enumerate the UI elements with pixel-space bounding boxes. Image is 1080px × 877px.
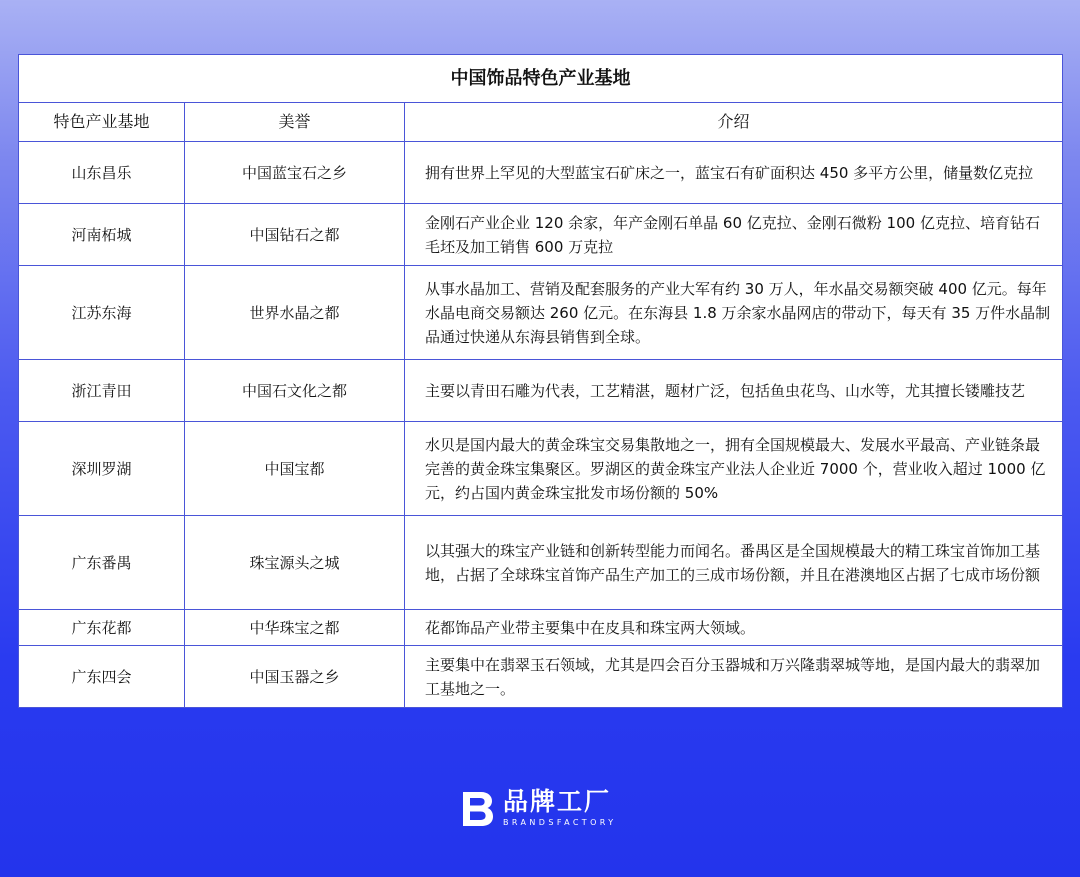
brand-subtitle: BRANDSFACTORY bbox=[503, 818, 617, 827]
cell-base: 深圳罗湖 bbox=[19, 422, 185, 516]
brand-logo bbox=[461, 787, 621, 830]
industry-base-table-container bbox=[18, 54, 1062, 708]
cell-intro: 金刚石产业企业 120 余家，年产金刚石单晶 60 亿克拉、金刚石微粉 100 亿克拉、培育钻石毛坯及加工销售 600 万克拉 bbox=[405, 204, 1063, 266]
table-row bbox=[19, 646, 1063, 708]
cell-base: 河南柘城 bbox=[19, 204, 185, 266]
column-header-intro: 介绍 bbox=[405, 103, 1063, 142]
cell-intro: 从事水晶加工、营销及配套服务的产业大军有约 30 万人，年水晶交易额突破 400 亿元。每年水晶电商交易额达 260 亿元。在东海县 1.8 万余家水晶网店的带动下，每天有 35 万件水晶制品通过快递从东海县销售到全球。 bbox=[405, 266, 1063, 360]
table-row bbox=[19, 610, 1063, 646]
industry-base-table bbox=[18, 54, 1063, 708]
cell-honor: 中国蓝宝石之乡 bbox=[185, 142, 405, 204]
cell-intro: 水贝是国内最大的黄金珠宝交易集散地之一，拥有全国规模最大、发展水平最高、产业链条最完善的黄金珠宝集聚区。罗湖区的黄金珠宝产业法人企业近 7000 个，营业收入超过 1000 亿元，约占国内黄金珠宝批发市场份额的 50% bbox=[405, 422, 1063, 516]
column-header-honor: 美誉 bbox=[185, 103, 405, 142]
table-title: 中国饰品特色产业基地 bbox=[19, 55, 1063, 103]
cell-intro: 以其强大的珠宝产业链和创新转型能力而闻名。番禺区是全国规模最大的精工珠宝首饰加工基地，占据了全球珠宝首饰产品生产加工的三成市场份额，并且在港澳地区占据了七成市场份额 bbox=[405, 516, 1063, 610]
table-title-row bbox=[19, 55, 1063, 103]
cell-base: 广东花都 bbox=[19, 610, 185, 646]
cell-honor: 中华珠宝之都 bbox=[185, 610, 405, 646]
cell-honor: 中国玉器之乡 bbox=[185, 646, 405, 708]
brand-name: 品牌工厂 bbox=[503, 787, 612, 816]
cell-base: 广东番禺 bbox=[19, 516, 185, 610]
cell-intro: 拥有世界上罕见的大型蓝宝石矿床之一，蓝宝石有矿面积达 450 多平方公里，储量数亿克拉 bbox=[405, 142, 1063, 204]
b-letter-logo-icon bbox=[461, 790, 495, 828]
table-row bbox=[19, 516, 1063, 610]
table-row bbox=[19, 360, 1063, 422]
cell-honor: 中国石文化之都 bbox=[185, 360, 405, 422]
cell-base: 浙江青田 bbox=[19, 360, 185, 422]
cell-base: 山东昌乐 bbox=[19, 142, 185, 204]
cell-honor: 世界水晶之都 bbox=[185, 266, 405, 360]
table-row bbox=[19, 422, 1063, 516]
cell-base: 广东四会 bbox=[19, 646, 185, 708]
table-header-row bbox=[19, 103, 1063, 142]
table-row bbox=[19, 142, 1063, 204]
cell-honor: 珠宝源头之城 bbox=[185, 516, 405, 610]
column-header-base: 特色产业基地 bbox=[19, 103, 185, 142]
cell-base: 江苏东海 bbox=[19, 266, 185, 360]
cell-intro: 主要集中在翡翠玉石领域，尤其是四会百分玉器城和万兴隆翡翠城等地，是国内最大的翡翠加工基地之一。 bbox=[405, 646, 1063, 708]
cell-honor: 中国宝都 bbox=[185, 422, 405, 516]
table-row bbox=[19, 266, 1063, 360]
table-row bbox=[19, 204, 1063, 266]
cell-honor: 中国钻石之都 bbox=[185, 204, 405, 266]
cell-intro: 主要以青田石雕为代表，工艺精湛，题材广泛，包括鱼虫花鸟、山水等，尤其擅长镂雕技艺 bbox=[405, 360, 1063, 422]
cell-intro: 花都饰品产业带主要集中在皮具和珠宝两大领域。 bbox=[405, 610, 1063, 646]
